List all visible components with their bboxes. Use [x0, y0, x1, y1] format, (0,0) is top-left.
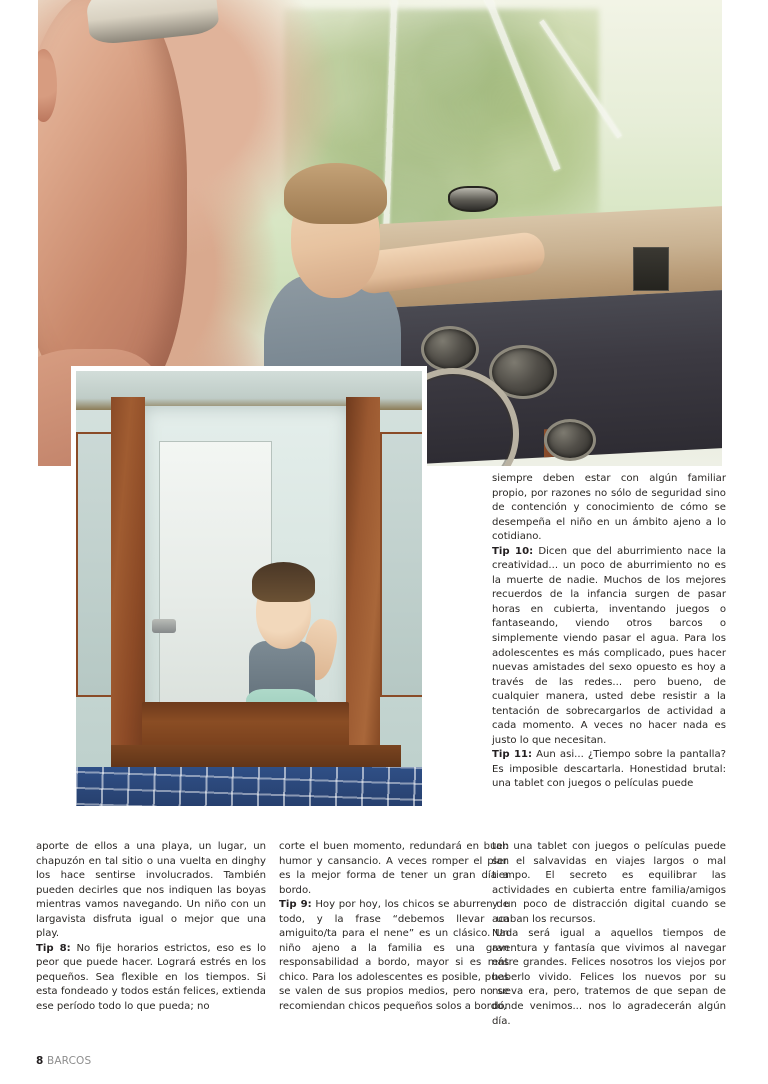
text-column-left-bottom [36, 840, 266, 1015]
child-hair [284, 163, 387, 224]
inset-photo-image [76, 371, 422, 806]
tip-9-text: Hoy por hoy, los chicos se aburren de todo, y la frase “debemos llevar un amiguito/ta para el nene” es un clásico. Un niño ajeno a la familia es una gran responsabilidad a bordo, mayor si es más chico. Para los adolescentes es posible, pues se valen de sus propios medios, pero no se recomiendan chicos pequeños solos a bordo, [279, 899, 509, 1013]
paragraph-tip-10 [492, 545, 726, 749]
cabin-door-latch [152, 619, 176, 633]
text-column-right-bottom [492, 840, 726, 1029]
text-column-right-top [492, 472, 726, 792]
rear-view-mirror [448, 186, 498, 212]
toddler-hair [252, 562, 314, 601]
tip-8-text: No fije horarios estrictos, eso es lo peor que puede hacer. Logrará estrés en los pequeños. Sea flexible en los tiempos. Si esta fondeado y todos están felices, extienda ese período todo lo que pueda; no [36, 942, 266, 1013]
tip-8-label: Tip 8: [36, 942, 71, 954]
cabin-window-left [76, 432, 115, 697]
grandfather-face-profile [38, 0, 187, 407]
grandfather-cap [84, 0, 220, 46]
text-column-middle-bottom [279, 840, 509, 1015]
paragraph-corte-el-buen-momento: corte el buen momento, redundará en buen humor y cansancio. A veces romper el plan es la mejor forma de tener un gran día a bordo. [279, 841, 509, 896]
tip-11-text: Aun asi... ¿Tiempo sobre la pantalla? Es imposible descartarla. Honestidad brutal: una tablet con juegos o películas puede [492, 749, 726, 790]
paragraph-tablet-salvavidas: tal: una tablet con juegos o películas puede ser el salvavidas en viajes largos o mal tiempo. El secreto es equilibrar las actividades en cubierta entre familia/amigos y un poco de distracción digital cuando se acaban los recursos. [492, 841, 726, 925]
paragraph-aporte-de-ellos: aporte de ellos a una playa, un lugar, un chapuzón en tal sitio o una vuelta en dinghy los hace sentirse involucrados. También pueden decirles que nos indiquen las boyas mientras vamos navegando. Un niño con un largavista disfruta igual o mejor que una play. [36, 841, 266, 940]
cockpit-checkered-cushion [76, 767, 422, 806]
publication-title: BARCOS [46, 1055, 92, 1067]
cabin-wood-post-left [111, 397, 146, 789]
vhf-radio-unit [633, 247, 669, 291]
tip-11-label: Tip 11: [492, 749, 533, 761]
engine-gauge-1 [421, 326, 479, 372]
tip-9-label: Tip 9: [279, 899, 312, 911]
paragraph-tip-8 [36, 942, 266, 1015]
inset-photo-toddler-in-cabin-doorway [71, 366, 427, 811]
tip-10-label: Tip 10: [492, 545, 534, 557]
tip-10-text: Dicen que del aburrimiento nace la creatividad... un poco de aburrimiento no es la muerte de nadie. Muchos de los mejores recuerdos de la infancia surgen de pasar horas en cubierta, inventando juegos o fantaseando, viendo otros barcos o simplemente viendo pasar el agua. Para los adolescentes es más complicado, pues hacer nuevas amistades del sexo opuesto es hoy a través de las redes... pero bueno, de cualquier manera, usted debe resistir a la tentación de sobrecargarlos de actividad a cada momento. A veces no hacer nada es justo lo que necesitan. [492, 545, 726, 746]
page-footer [36, 1055, 91, 1067]
cabin-window-right [380, 432, 422, 697]
paragraph-tip-9 [279, 898, 509, 1014]
paragraph-tip-11 [492, 748, 726, 792]
page-number: 8 [36, 1055, 44, 1067]
paragraph-cierre-nada-sera-igual: Nada será igual a aquellos tiempos de aventura y fantasía que vivimos al navegar entre grandes. Felices nosotros los viejos por haberlo vivido. Felices los nuevos por su nueva era, pero, tratemos de que sepan de dónde venimos... nos lo agradecerán algún día. [492, 928, 726, 1027]
paragraph-familiar-propio: siempre deben estar con algún familiar propio, por razones no sólo de seguridad sino de contención y conocimiento de cómo se desempeña el niño en un ámbito ajeno a lo cotidiano. [492, 473, 726, 543]
cabin-wood-post-right [346, 397, 381, 789]
